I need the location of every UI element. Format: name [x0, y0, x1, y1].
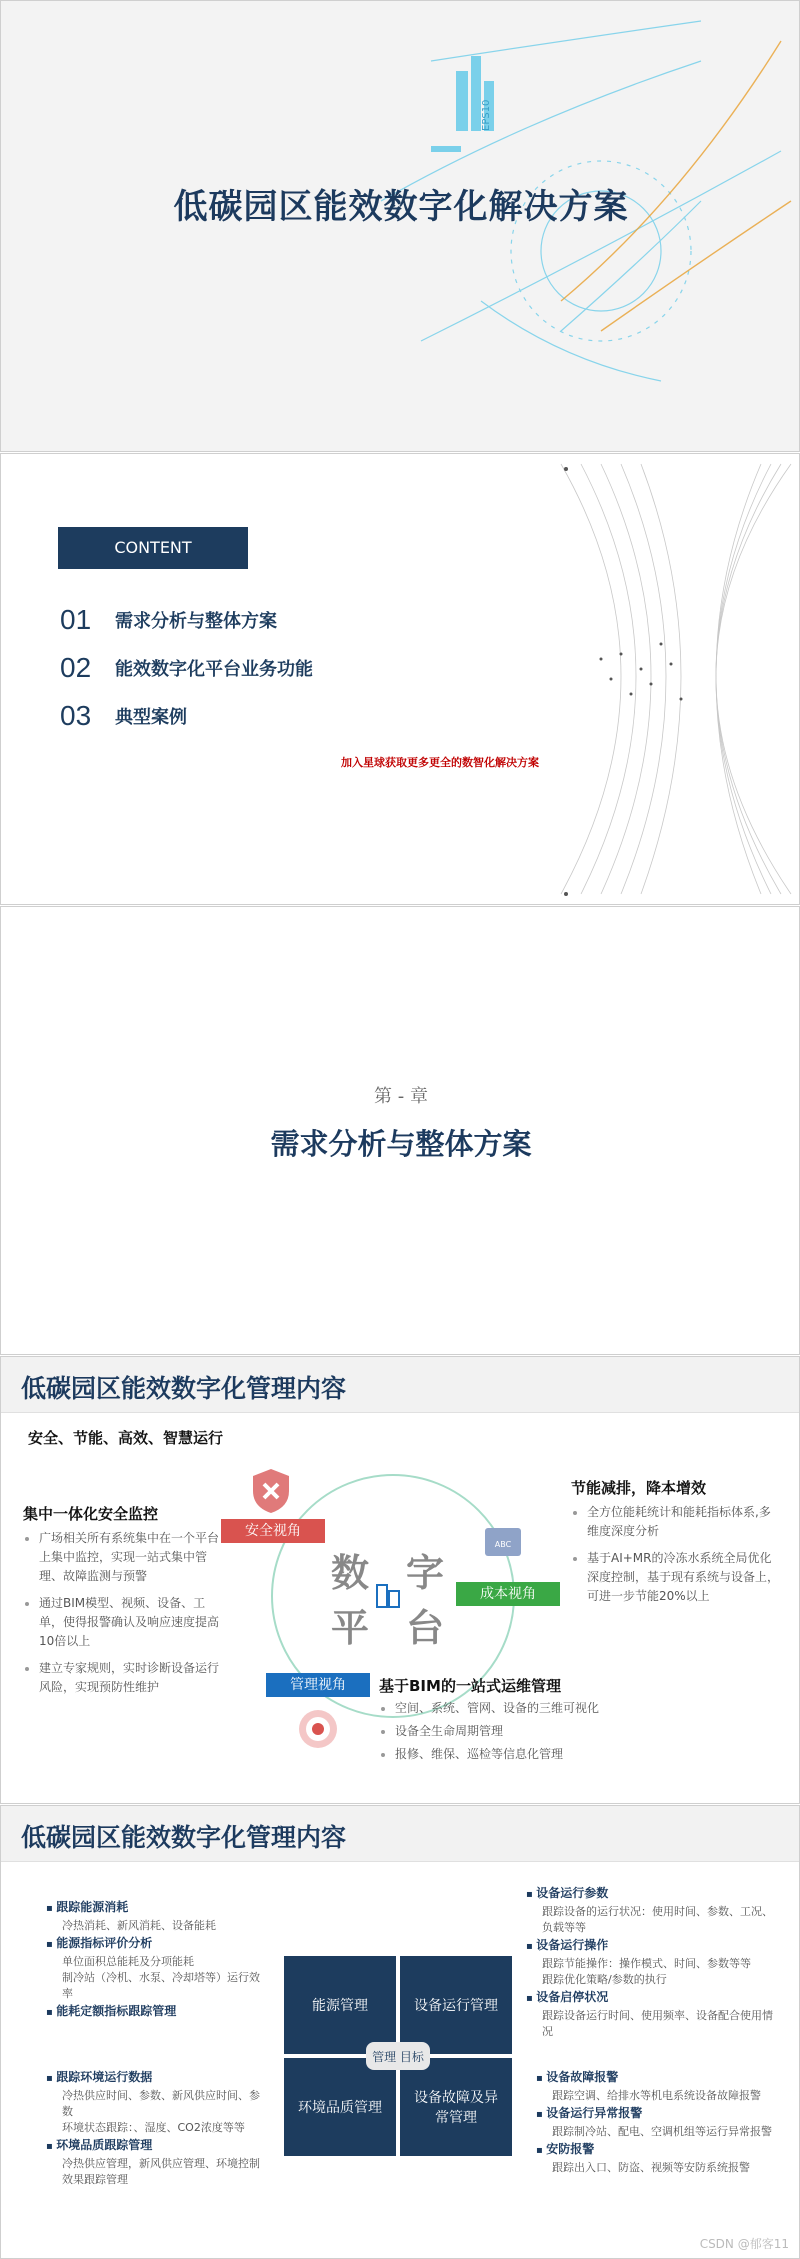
left-title: 集中一体化安全监控 [23, 1505, 159, 1523]
content-label: CONTENT [58, 527, 248, 569]
chapter-label: 第 - 章 [374, 1086, 428, 1107]
group-title: ▪ 跟踪能源消耗 [46, 1898, 261, 1918]
group-sub: 跟踪节能操作：操作模式、时间、参数等等 [542, 1957, 751, 1970]
page-title: 低碳园区能效数字化解决方案 [173, 187, 629, 227]
watermark: CSDN @郁客11 [699, 2237, 789, 2251]
group-title: ▪ 能耗定额指标跟踪管理 [46, 2002, 261, 2022]
toc-number: 02 [60, 652, 92, 683]
management-matrix [284, 1956, 512, 2156]
right-list [571, 1503, 781, 1606]
toc-item[interactable] [60, 600, 277, 640]
group-sub: 跟踪设备运行时间、使用频率、设备配合使用情况 [542, 2009, 773, 2038]
slide-subtitle: 安全、节能、高效、智慧运行 [28, 1429, 224, 1447]
center-char: 台 [406, 1606, 445, 1650]
group-sub: 跟踪出入口、防盗、视频等安防系统报警 [552, 2161, 750, 2174]
tag-safety: 安全视角 [221, 1519, 325, 1543]
right-title: 节能减排，降本增效 [571, 1479, 707, 1497]
toc-text: 需求分析与整体方案 [115, 611, 277, 632]
left-bottom-list [46, 2068, 261, 2188]
center-char: 数 [331, 1551, 370, 1595]
group-sub: 跟踪设备的运行状况：使用时间、参数、工况、负载等等 [542, 1905, 773, 1934]
tag-cost: 成本视角 [456, 1582, 560, 1606]
center-goal: 管理 目标 [366, 2042, 430, 2070]
list-item: • 广场相关所有系统集中在一个平台上集中监控，实现一站式集中管理、故障监测与预警 [39, 1529, 223, 1586]
matrix-cell: 设备故障及异常管理 [400, 2058, 512, 2156]
target-icon [296, 1707, 340, 1751]
management-detail-slide [0, 1805, 800, 2259]
right-bottom-list [536, 2068, 776, 2176]
group-sub: 冷热供应时间、参数、新风供应时间、参数 [62, 2089, 260, 2118]
cover-slide [0, 0, 800, 452]
matrix-cell: 设备运行管理 [400, 1956, 512, 2054]
slide-header [1, 1357, 800, 1413]
tag-manage: 管理视角 [266, 1673, 370, 1697]
shield-icon [249, 1467, 293, 1515]
chip-icon [479, 1522, 527, 1562]
promo-note: 加入星球获取更多更全的数智化解决方案 [341, 756, 539, 769]
slide-header [1, 1806, 800, 1862]
group-title: ▪ 安防报警 [536, 2140, 776, 2160]
logo-text: EPS10 [481, 99, 492, 131]
toc-number: 03 [60, 700, 92, 731]
list-item: • 基于AI+MR的冷冻水系统全局优化深度控制，基于现有系统与设备上，可进一步节能20%以上 [587, 1549, 781, 1606]
bottom-list [379, 1699, 659, 1764]
group-sub: 跟踪优化策略/参数的执行 [542, 1973, 667, 1986]
management-content-slide [0, 1356, 800, 1804]
center-char: 平 [331, 1606, 370, 1650]
left-top-list [46, 1898, 261, 2022]
group-title: ▪ 能源指标评价分析 [46, 1934, 261, 1954]
right-top-list [526, 1884, 776, 2040]
group-sub: 冷热供应管理，新风供应管理、环境控制效果跟踪管理 [62, 2157, 260, 2186]
center-char: 字 [406, 1551, 445, 1595]
bottom-title: 基于BIM的一站式运维管理 [379, 1677, 561, 1695]
list-item: • 建立专家规则，实时诊断设备运行风险，实现预防性维护 [39, 1659, 223, 1697]
group-title: ▪ 环境品质跟踪管理 [46, 2136, 261, 2156]
list-item: • 设备全生命周期管理 [395, 1722, 659, 1741]
slide-heading: 低碳园区能效数字化管理内容 [21, 1374, 347, 1403]
group-sub: 跟踪制冷站、配电、空调机组等运行异常报警 [552, 2125, 772, 2138]
matrix-cell: 能源管理 [284, 1956, 396, 2054]
group-title: ▪ 设备故障报警 [536, 2068, 776, 2088]
building-icon [373, 1579, 403, 1609]
svg-text:ABC: ABC [494, 1540, 512, 1549]
group-sub: 制冷站（冷机、水泵、冷却塔等）运行效率 [62, 1971, 260, 2000]
toc-item[interactable] [60, 648, 313, 688]
toc-text: 能效数字化平台业务功能 [115, 659, 313, 680]
chapter-slide [0, 906, 800, 1355]
group-sub: 跟踪空调、给排水等机电系统设备故障报警 [552, 2089, 761, 2102]
list-item: • 空间、系统、管网、设备的三维可视化 [395, 1699, 659, 1718]
group-title: ▪ 设备运行异常报警 [536, 2104, 776, 2124]
toc-text: 典型案例 [115, 707, 187, 728]
group-title: ▪ 设备运行参数 [526, 1884, 776, 1904]
left-list [23, 1529, 223, 1697]
group-title: ▪ 设备启停状况 [526, 1988, 776, 2008]
slide-heading: 低碳园区能效数字化管理内容 [21, 1823, 347, 1852]
list-item: • 通过BIM模型、视频、设备、工单，使得报警确认及响应速度提高10倍以上 [39, 1594, 223, 1651]
chapter-title: 需求分析与整体方案 [270, 1127, 532, 1161]
list-item: • 报修、维保、巡检等信息化管理 [395, 1745, 659, 1764]
toc-number: 01 [60, 604, 92, 635]
toc-item[interactable] [60, 696, 187, 736]
list-item: • 全方位能耗统计和能耗指标体系,多维度深度分析 [587, 1503, 781, 1541]
group-sub: 环境状态跟踪：、湿度、CO2浓度等等 [62, 2121, 245, 2134]
group-sub: 单位面积总能耗及分项能耗 [62, 1955, 194, 1968]
matrix-cell: 环境品质管理 [284, 2058, 396, 2156]
group-title: ▪ 跟踪环境运行数据 [46, 2068, 261, 2088]
group-sub: 冷热消耗、新风消耗、设备能耗 [62, 1919, 216, 1932]
group-title: ▪ 设备运行操作 [526, 1936, 776, 1956]
contents-slide [0, 453, 800, 905]
